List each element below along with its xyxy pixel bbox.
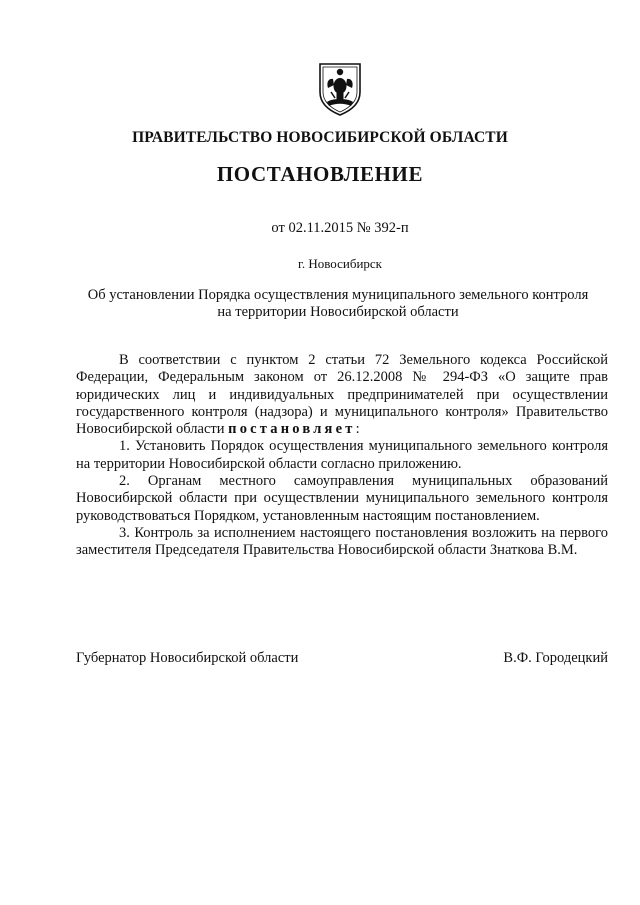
document-type-title: ПОСТАНОВЛЕНИЕ bbox=[216, 162, 424, 186]
preamble-text: В соответствии с пунктом 2 статьи 72 Земельного кодекса Российской Федерации, Федеральным законом от 26.12.2008 № 294-ФЗ «О защите прав юридических лиц и индивидуальных предпринимателей при осуществлении государственного контроля (надзора) и муниципального контроля» Правительство Новосибирской области bbox=[76, 352, 608, 438]
document-body bbox=[76, 352, 608, 560]
city-name: г. Новосибирск bbox=[297, 256, 382, 271]
signatory-name: В.Ф. Городецкий bbox=[503, 650, 608, 666]
subject-line-2: на территории Новосибирской области bbox=[217, 304, 459, 320]
document-subject bbox=[18, 287, 640, 321]
item-3-paragraph: 3. Контроль за исполнением настоящего постановления возложить на первого заместителя Председателя Правительства Новосибирской области Знаткова В.М. bbox=[76, 524, 608, 559]
subject-line-1: Об установлении Порядка осуществления муниципального земельного контроля bbox=[87, 287, 589, 303]
coat-of-arms-icon bbox=[317, 62, 363, 116]
signatory-position: Губернатор Новосибирской области bbox=[76, 650, 299, 666]
item-2-paragraph: 2. Органам местного самоуправления муниципальных образований Новосибирской области при осуществлении муниципального земельного контроля руководствоваться Порядком, установленным настоящим постановлением. bbox=[76, 473, 608, 524]
organization-title: ПРАВИТЕЛЬСТВО НОВОСИБИРСКОЙ ОБЛАСТИ bbox=[132, 129, 508, 146]
resolves-word: постановляет bbox=[228, 421, 356, 438]
date-and-number: от 02.11.2015 № 392-п bbox=[271, 220, 409, 236]
preamble-paragraph: В соответствии с пунктом 2 статьи 72 Земельного кодекса Российской Федерации, Федеральным законом от 26.12.2008 № 294-ФЗ «О защите прав юридических лиц и индивидуальных предпринимателей при осуществлении государственного контроля (надзора) и муниципального контроля» Правительство Новосибирской области постановляет: bbox=[76, 352, 608, 438]
item-1-paragraph: 1. Установить Порядок осуществления муниципального земельного контроля на территории Новосибирской области согласно приложению. bbox=[76, 438, 608, 472]
